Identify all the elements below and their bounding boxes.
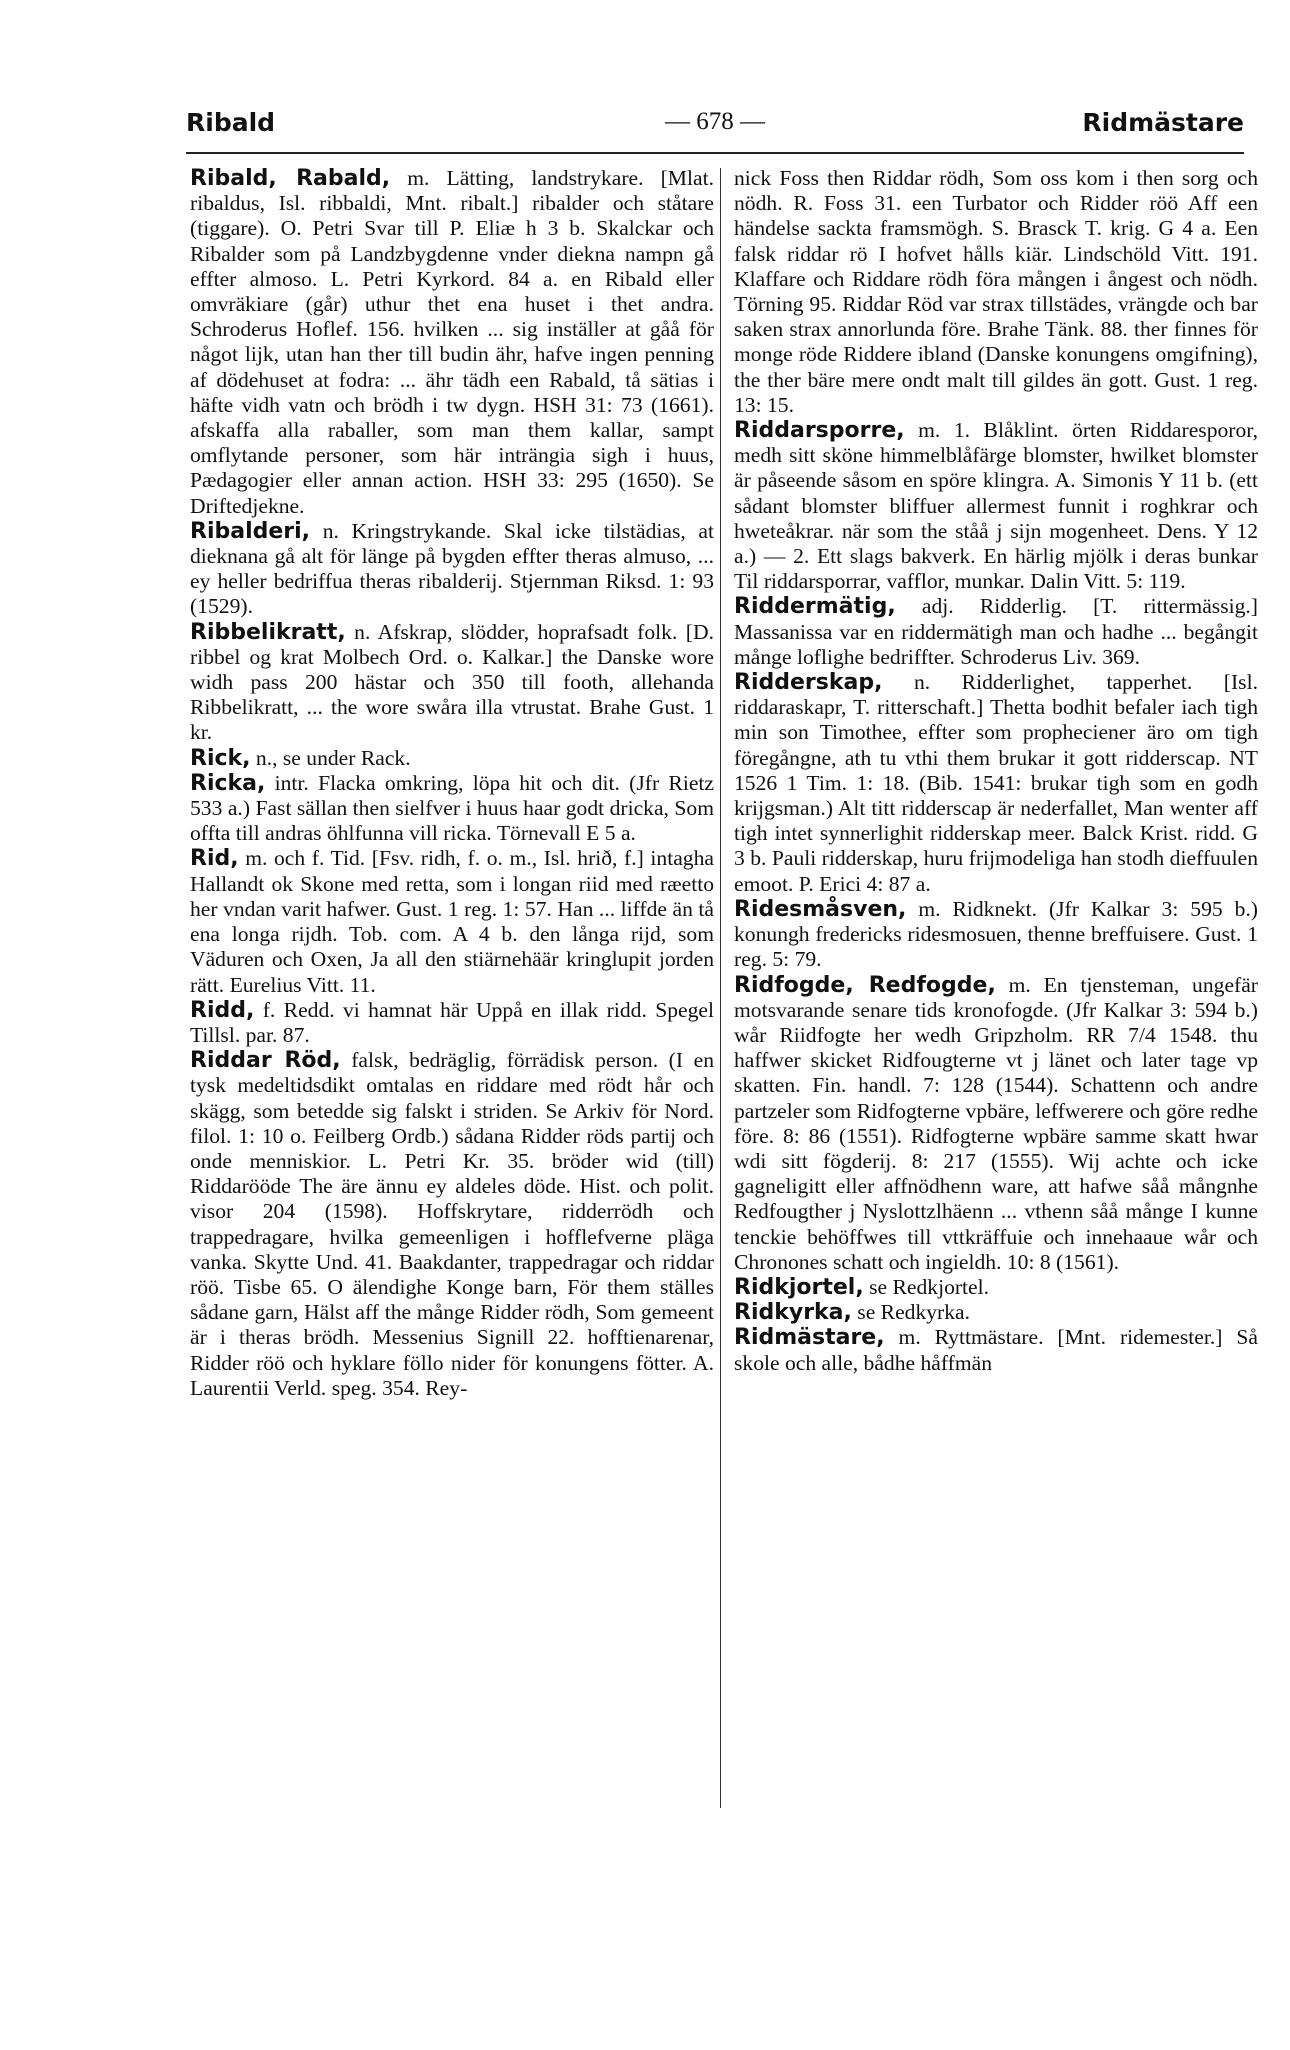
entry-headword: Ribald, Rabald, [190,166,391,191]
entry-text: falsk, bedräglig, förrädisk person. (I en tysk medeltidsdikt omtalas en riddare med rödt hår och skägg, som betedde sig falskt i striden. Se Arkiv för Nord. filol. 1: 10 o. Feilberg Ordb.) sådana Ridder röds partij och onde menniskior. L. Petri Kr. 35. bröder wid (till) Riddaröödе The äre ännu ey aldeles döde. Hist. och polit. visor 204 (1598). Hoffskrytare, ridderrödh och trappedragare, hvilka gemeenligen i hofflefverne pläga vanka. Skytte Und. 41. Baakdanter, trappedragar och riddar röö. Tisbe 65. O älendighe Konge barn, För them ställes sådane garn, Hälst aff the månge Ridder rödh, Som gemeent är i theras brödh. Messenius Signill 22. hofftienarenar, Ridder röö och hyklare föllo nider för konungens fötter. A. Laurentii Verld. speg. 354. Rey- [190,1048,714,1400]
entry-text: se Redkyrka. [851,1300,971,1325]
entry-text: adj. Ridderlig. [T. rittermässig.] Massanissa var en riddermätigh man och hadhe ... begångit månge loflighe bedriffter. Schroderus Liv. 369. [734,594,1258,669]
entry-text: m. Ryttmästare. [Mnt. ridemester.] Så skole och alle, bådhe håffmän [734,1325,1258,1375]
entry-text: n. Kringstrykande. Skal icke tilstädias, at dieknana gå alt för länge på bygden effter theras almuso, ... ey heller bedriffua theras ribalderij. Stjernman Riksd. 1: 93 (1529). [190,518,714,619]
dictionary-entry [734,594,1258,670]
dictionary-entry [734,418,1258,594]
entry-headword: Riddermätig, [734,594,896,620]
dictionary-entry [190,771,714,847]
dictionary-entry [190,519,714,620]
entry-headword: Ridderskap, [734,670,883,696]
entry-text: m. 1. Blåklint. örten Riddaresporor, medh sitt sköne himmelblåfärge blomster, hwilket blomster är påseende såsom en spöre klingra. A. Simonis Y 11 b. (ett sådant blomster bliffuer allermest funnit i roghkrar och hweteåkrar. när som the ståå j sijn mogenheet. Dens. Y 12 a.) — 2. Ett slags bakverk. En härlig mjölk i deras bunkar Til riddarsporrar, vafflor, munkar. Dalin Vitt. 5: 119. [734,418,1258,594]
dictionary-entry [190,746,714,771]
right-column [734,166,1258,1806]
entry-headword: Ricka, [190,770,266,796]
dictionary-entry [734,897,1258,973]
entry-headword: Ridfogde, Redfogde, [734,972,996,998]
entry-text: se Redkjortel. [863,1274,990,1299]
entry-text: nick Foss then Riddar rödh, Som oss kom i then sorg och nödh. R. Foss 31. een Turbator och Ridder röö Aff een händelse sackta framsmögh. S. Brasck T. krig. G 4 a. Een falsk riddar rö I hofvet hålls kiär. Lindschöld Vitt. 191. Klaffare och Riddare rödh föra mången i ångest och nödh. Törning 95. Riddar Röd var strax tillstädes, vrängde och bar saken strax annorlunda före. Brahe Tänk. 88. ther finnes för monge röde Riddere ibland (Danske konungens omgifning), the ther bäre mere ondt malt till gildes än gott. Gust. 1 reg. 13: 15. [734,166,1258,417]
page-number: — 678 — [665,108,765,135]
entry-text: n. Afskrap, slödder, hoprafsadt folk. [D. ribbel og krat Molbech Ord. o. Kalkar.] the Danske wore widh pass 200 hästar och 350 till footh, allehanda Ribbelikratt, ... the wore swåra illa vtrustat. Brahe Gust. 1 kr. [190,619,714,745]
dictionary-entry [190,998,714,1048]
entry-headword: Rick, [190,745,251,771]
dictionary-entry [734,1300,1258,1325]
entry-headword: Ridkjortel, [734,1274,864,1300]
entry-text: intr. Flacka omkring, löpa hit och dit. (Jfr Rietz 533 a.) Fast sällan then sielfver i huus haar godt dricka, Som offta till andras öhlfunna vill ricka. Törnevall E 5 a. [190,770,714,846]
dictionary-entry [190,620,714,746]
entry-headword: Ridd, [190,997,255,1023]
entry-headword: Riddarsporre, [734,418,905,444]
entry-headword: Rid, [190,846,239,872]
entry-text: m. Ridknekt. (Jfr Kalkar 3: 595 b.) konungh fredericks ridesmosuen, thenne breffuisere. Gust. 1 reg. 5: 79. [734,896,1258,972]
entry-headword: Ridesmåsven, [734,896,907,922]
entry-headword: Ribbelikratt, [190,619,346,645]
dictionary-entry [734,670,1258,897]
entry-text: m. Lätting, landstrykare. [Mlat. ribaldus, Isl. ribbaldi, Mnt. ribalt.] ribalder och ståtare (tiggare). O. Petri Svar till P. Eliæ h 3 b. Skalckar och Ribalder som på Landzbygdenne vnder diekna nampn gå effter almoso. L. Petri Kyrkord. 84 a. en Ribald eller omvräkiare (går) uthur thet ena huset i thet andra. Schroderus Hoflef. 156. hvilken ... sig inställer at gåå för något lijk, utan han ther till budin ähr, hafve ingen penning af dödehuset at fodra: ... ähr tädh een Rabald, tå sätias i häfte vidh vatn och brödh i tw dygn. HSH 31: 73 (1661). afskaffa alla raballer, som man them kallar, sampt omflytande personer, som här inträngia sigh i huus, Pædagogier eller annan action. HSH 33: 295 (1650). Se Driftedjekne. [190,166,714,518]
dictionary-entry [734,973,1258,1275]
entry-text: n., se under Rack. [250,745,411,770]
dictionary-entry [734,1325,1258,1375]
entry-text: f. Redd. vi hamnat här Uppå en illak ridd. Spegel Tillsl. par. 87. [190,997,714,1047]
dictionary-entry [190,1048,714,1401]
entry-headword: Riddar Röd, [190,1048,341,1074]
entry-headword: Ribalderi, [190,518,311,544]
dictionary-entry [190,846,714,997]
running-header [186,108,1244,148]
column-divider [720,168,721,1808]
dictionary-entry [190,166,714,519]
entry-text: m. och f. Tid. [Fsv. ridh, f. o. m., Isl. hrið, f.] intagha Hallandt ok Skone med retta, som i longan riid med ræetto her vndan varit hafwer. Gust. 1 reg. 1: 57. Han ... liffde än tå ena longa rijdh. Tob. com. A 4 b. den långa rijd, som Väduren och Oxen, Ja all den stiärnehäär kringlupit jorden rätt. Eurelius Vitt. 11. [190,846,714,997]
entry-headword: Ridkyrka, [734,1300,852,1326]
header-right-word: Ridmästare [1082,108,1244,137]
entry-text: m. En tjensteman, ungefär motsvarande senare tids kronofogde. (Jfr Kalkar 3: 594 b.) wår Riidfogte her wedh Gripzholm. RR 7/4 1548. thu haffwer skicket Ridfougterne vt j länet och later tage vp skatten. Fin. handl. 7: 128 (1544). Schattenn och andre partzeler som Ridfogterne vpbäre, leffwerere och göre redhe före. 8: 86 (1551). Ridfogterne wpbäre samme skatt hwar wdi sitt fögderij. 8: 217 (1555). Wij achte och icke gagneligitt eller affnödhenn ware, att hafwe såå mångnhe Redfougther j Nyslottzlhäenn ... vthenn såå månge I kunne tenckie behöffwes till vttkräffuie och innehaaue wår och Chronones schatt och ingieldh. 10: 8 (1561). [734,972,1258,1274]
header-rule [186,152,1244,154]
dictionary-entry [734,166,1258,418]
dictionary-entry [734,1275,1258,1300]
left-column [190,166,714,1806]
entry-headword: Ridmästare, [734,1325,885,1351]
entry-text: n. Ridderlighet, tapperhet. [Isl. riddaraskapr, T. ritterschaft.] Thetta bodhit befaler iach tigh min son Timothee, effter som propheciener äro om tigh föregångne, ath tu vthi them brukar it gott ridderscap. NT 1526 1 Tim. 1: 18. (Bib. 1541: brukar tigh som en godh krijgsman.) Alt titt ridderscap är nederfallet, Man wenter aff tigh intet synnerlighit ridderskap meer. Balck Krist. ridd. G 3 b. Pauli ridderskap, huru frijmodeliga han stodh dieffuulen emoot. P. Erici 4: 87 a. [734,670,1258,896]
header-left-word: Ribald [186,108,276,137]
